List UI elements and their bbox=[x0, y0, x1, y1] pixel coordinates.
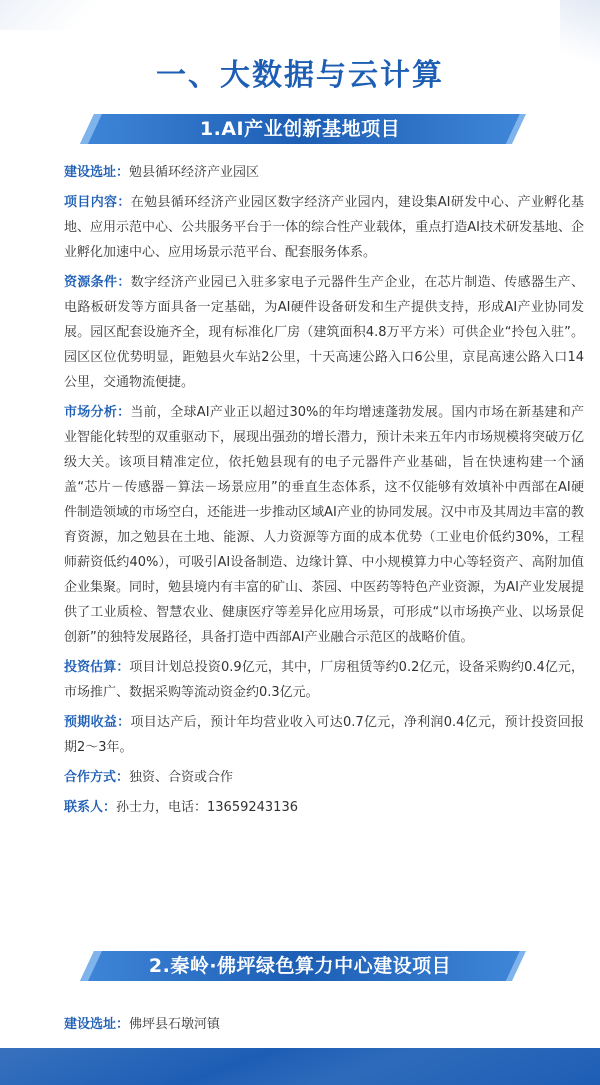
field-label: 联系人： bbox=[64, 800, 117, 815]
field-label: 项目内容： bbox=[64, 195, 131, 210]
field-site bbox=[64, 160, 584, 185]
field-text: 在勉县循环经济产业园区数字经济产业园内，建设集AI研发中心、产业孵化基地、应用示范中心、公共服务平台于一体的综合性产业载体，重点打造AI技术研发基地、企业孵化加速中心、应用场景示范平台、配套服务体系。 bbox=[64, 195, 584, 260]
field-investment bbox=[64, 655, 584, 705]
field-label: 建设选址： bbox=[64, 1017, 130, 1032]
project-1-title: 1.AI产业创新基地项目 bbox=[199, 118, 401, 140]
field-text: 项目计划总投资0.9亿元，其中，厂房租赁等约0.2亿元，设备采购约0.4亿元，市场推广、数据采购等流动资金约0.3亿元。 bbox=[64, 660, 584, 700]
field-text: 孙士力，电话：13659243136 bbox=[116, 800, 298, 815]
field-label: 投资估算： bbox=[64, 660, 130, 675]
footer-bar bbox=[0, 1048, 600, 1085]
section-title: 一、大数据与云计算 bbox=[156, 58, 444, 93]
field-label: 市场分析： bbox=[64, 405, 131, 420]
field-label: 合作方式： bbox=[64, 770, 130, 785]
field-cooperation bbox=[64, 765, 584, 790]
field-returns bbox=[64, 710, 584, 760]
field-content bbox=[64, 190, 584, 265]
project-2-details bbox=[64, 1012, 584, 1042]
field-label: 预期收益： bbox=[64, 715, 131, 730]
field-contact bbox=[64, 795, 584, 820]
project-1-details bbox=[64, 160, 584, 825]
field-market bbox=[64, 400, 584, 650]
field-text: 当前，全球AI产业正以超过30%的年均增速蓬勃发展。国内市场在新基建和产业智能化转型的双重驱动下，展现出强劲的增长潜力，预计未来五年内市场规模将突破万亿级大关。该项目精准定位，依托勉县现有的电子元器件产业基础，旨在快速构建一个涵盖“芯片－传感器－算法－场景应用”的垂直生态体系，这不仅能够有效填补中西部在AI硬件制造领域的市场空白，还能进一步推动区域AI产业的协同发展。汉中市及其周边丰富的教育资源，加之勉县在土地、能源、人力资源等方面的成本优势（工业电价低约30%，工程师薪资低约40%），可吸引AI设备制造、边缘计算、中小规模算力中心等轻资产、高附加值企业集聚。同时，勉县境内有丰富的矿山、茶园、中医药等特色产业资源，为AI产业发展提供了工业质检、智慧农业、健康医疗等差异化应用场景，可形成“以市场换产业、以场景促创新”的独特发展路径，具备打造中西部AI产业融合示范区的战略价值。 bbox=[64, 405, 585, 645]
project-2-banner bbox=[72, 949, 528, 983]
field-text: 项目达产后，预计年均营业收入可达0.7亿元，净利润0.4亿元，预计投资回报期2～3年。 bbox=[64, 715, 584, 755]
project-1-banner bbox=[72, 112, 528, 146]
field-site bbox=[64, 1012, 584, 1037]
field-resources bbox=[64, 270, 584, 395]
field-label: 资源条件： bbox=[64, 275, 131, 290]
field-text: 独资、合资或合作 bbox=[129, 770, 234, 785]
field-text: 勉县循环经济产业园区 bbox=[129, 165, 260, 180]
field-text: 数字经济产业园已入驻多家电子元器件生产企业，在芯片制造、传感器生产、电路板研发等方面具备一定基础，为AI硬件设备研发和生产提供支持，形成AI产业协同发展。园区配套设施齐全，现有标准化厂房（建筑面积4.8万平方米）可供企业“拎包入驻”。园区区位优势明显，距勉县火车站2公里，十天高速公路入口6公里，京昆高速公路入口14公里，交通物流便捷。 bbox=[64, 275, 584, 390]
project-2-title: 2.秦岭·佛坪绿色算力中心建设项目 bbox=[148, 955, 452, 977]
corner-decoration-left bbox=[0, 0, 120, 30]
field-text: 佛坪县石墩河镇 bbox=[129, 1017, 221, 1032]
field-label: 建设选址： bbox=[64, 165, 130, 180]
